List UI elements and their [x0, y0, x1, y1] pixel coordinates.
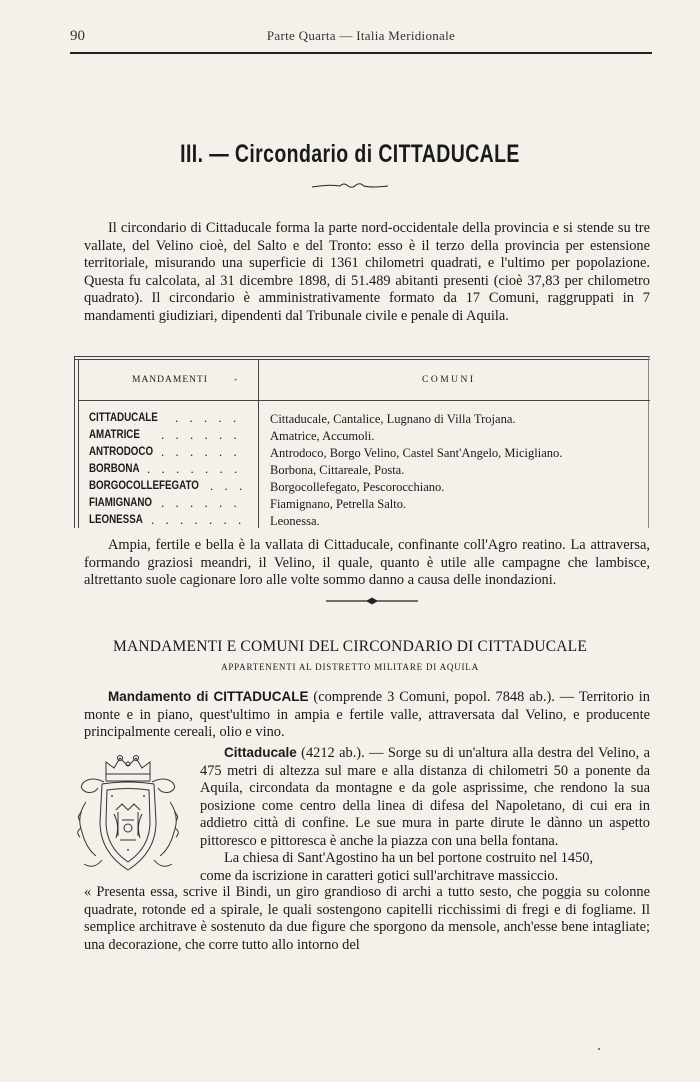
- mandamento-name: AMATRICE: [89, 429, 140, 441]
- table-header-mandamenti: MANDAMENTI: [132, 375, 208, 385]
- church-start-line: La chiesa di Sant'Agostino ha un bel portone costruito nel 1450,: [224, 850, 594, 866]
- mandamento-label: Mandamento di CITTADUCALE: [108, 689, 309, 704]
- leader-dots: . . . . . . .: [147, 461, 242, 476]
- leader-dots: . . . . . .: [161, 427, 241, 442]
- intro-paragraph: Il circondario di Cittaducale forma la parte nord-occidentale della provincia e si stende su tre vallate, del Velino cioè, del Salto e del Tronto: esso è il terzo della provincia per estensione territoriale, misurando una superficie di 1361 chilometri quadrati, e l'ultimo per popolazione. Questa fu calcolata, al 31 dicembre 1898, di 51.489 abitanti presenti (cioè 37,83 per chilometro quadrato). Il circondario è amministrativamente formato da 17 Comuni, raggruppati in 7 mandamenti giudiziari, dipendenti dal Tribunale civile e penale di Aquila.: [84, 220, 650, 324]
- table-rule: [78, 359, 79, 528]
- section-subtitle: APPARTENENTI AL DISTRETTO MILITARE DI AQUILA: [221, 662, 479, 672]
- mandamento-name: ANTRODOCO: [89, 446, 154, 458]
- running-title: Parte Quarta — Italia Meridionale: [266, 28, 456, 43]
- table-rule: [74, 356, 650, 357]
- comuni-list: Cittaducale, Cantalice, Lugnano di Villa Trojana.: [270, 412, 516, 426]
- mandamento-paragraph: [84, 688, 650, 742]
- leader-dots: . . .: [210, 478, 247, 493]
- comuni-list: Leonessa.: [270, 514, 320, 528]
- chapter-title: III. — Circondario di CITTADUCALE: [180, 140, 520, 168]
- diamond-rule-ornament: [326, 596, 418, 606]
- table-header-dash: -: [234, 375, 239, 385]
- cittaducale-description: [200, 744, 650, 850]
- leader-dots: . . . . . .: [161, 495, 241, 510]
- leader-dots: . . . . . . .: [151, 512, 246, 527]
- mandamento-name: BORGOCOLLEFEGATO: [89, 480, 199, 492]
- mandamenti-table: [74, 356, 650, 528]
- mandamento-name: CITTADUCALE: [89, 412, 158, 424]
- mandamento-name: LEONESSA: [89, 514, 143, 526]
- page-number: 90: [70, 28, 85, 44]
- town-text: (4212 ab.). — Sorge su di un'altura alla destra del Velino, a 475 metri di altezza sul mare e alla distanza di chilometri 50 a ponente da Aquila, circondata da montagne e da gole asprissime, che rendono la sua posizione come centro della linea di difesa del Napoletano, di cui era in addietro città di confine. Le sue mura in parte dirute le dànno un aspetto pittoresco e pittoresca è anche la piazza con una bella fontana.: [200, 745, 650, 849]
- table-rule: [74, 356, 75, 528]
- valley-paragraph: Ampia, fertile e bella è la vallata di Cittaducale, confinante coll'Agro reatino. La attraversa, formando graziosi meandri, il Velino, il quale, quanto è utile alle campagne che lambisce, altrettanto suole cagionare loro alle volte sommo danno a causa delle inondazioni.: [84, 537, 650, 588]
- church-wrap-line: come da iscrizione in caratteri gotici sull'architrave massiccio.: [200, 867, 559, 884]
- table-rule: [78, 400, 650, 401]
- comuni-list: Amatrice, Accumoli.: [270, 429, 375, 443]
- small-ornament: [310, 181, 390, 191]
- cittaducale-entry: [200, 744, 650, 885]
- table-header-comuni: COMUNI: [422, 375, 476, 385]
- comuni-list: Borgocollefegato, Pescorocchiano.: [270, 480, 445, 494]
- header-rule: [70, 52, 652, 54]
- mandamento-name: FIAMIGNANO: [89, 497, 152, 509]
- comuni-list: Antrodoco, Borgo Velino, Castel Sant'Angelo, Micigliano.: [270, 446, 563, 460]
- coat-of-arms-illustration: [72, 752, 184, 880]
- town-label: Cittaducale: [224, 745, 297, 760]
- mandamento-name: BORBONA: [89, 463, 140, 475]
- speck: [598, 1048, 600, 1050]
- table-row: [89, 463, 649, 480]
- leader-dots: . . . . . .: [161, 444, 241, 459]
- leader-dots: . . . . .: [175, 410, 241, 425]
- table-row: [89, 514, 649, 531]
- mandamento-text: (comprende 3 Comuni, popol. 7848 ab.). — Territorio in monte e in piano, quest'ultimo in ampia e fertile valle, attraversata dal Velino, e producente principalmente cereali, olio e vino.: [84, 689, 650, 740]
- section-title: MANDAMENTI E COMUNI DEL CIRCONDARIO DI CITTADUCALE: [112, 638, 587, 655]
- comuni-list: Borbona, Cittareale, Posta.: [270, 463, 405, 477]
- comuni-list: Fiamignano, Petrella Salto.: [270, 497, 407, 511]
- church-description: « Presenta essa, scrive il Bindi, un giro grandioso di archi a tutto sesto, che poggia su colonne quadrate, rotonde ed a spirale, le quali sostengono capitelli ricchissimi di fregi e di fogliame. Il semplice architrave è sostenuto da due figure che sporgono da mensole, anch'esse bene intagliate; una decorazione, che corre tutto allo intorno del: [84, 884, 650, 953]
- table-rule: [74, 359, 650, 360]
